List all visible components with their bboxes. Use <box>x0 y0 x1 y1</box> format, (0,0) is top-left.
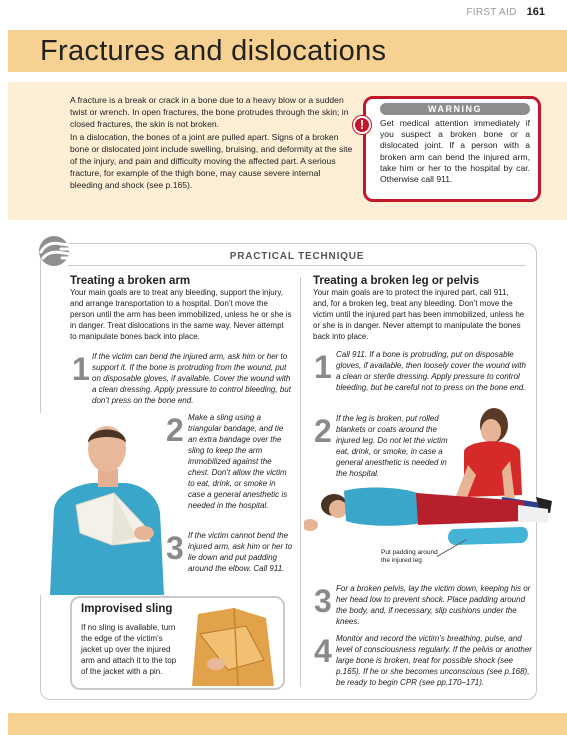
improvised-sling-box <box>70 596 285 690</box>
arm-step-3 <box>166 530 296 590</box>
broken-leg-heading: Treating a broken leg or pelvis <box>313 275 480 287</box>
improvised-sling-heading: Improvised sling <box>81 603 173 615</box>
arm-step-2 <box>166 412 296 530</box>
intro-band <box>8 82 567 220</box>
leg-step-4 <box>314 633 532 693</box>
warning-text: Get medical attention immediately if you suspect a broken bone or a dislocated joint. If a person with a broken arm can bend the injured arm, take him or her to the hospital by car. Otherwise call 911. <box>380 118 530 185</box>
step-text: If the victim cannot bend the injured arm, ask him or her to lie down and put padding around the elbow. Call 911. <box>188 531 293 573</box>
title-band <box>8 30 567 72</box>
intro-paragraph-1: A fracture is a break or crack in a bone due to a heavy blow or a sudden twist or wrench. In open fractures, the bone protrudes through the skin; in closed fractures, the skin is not broken. <box>70 95 349 130</box>
step-number: 4 <box>314 633 332 669</box>
step-number: 3 <box>314 583 332 619</box>
step-number: 1 <box>72 351 90 387</box>
section-label: FIRST AID <box>466 7 517 18</box>
step-number: 2 <box>166 412 184 448</box>
improvised-sling-text: If no sling is available, turn the edge of the victim’s jacket up over the injured arm and attach it to the top of the jacket with a pin. <box>81 623 177 676</box>
hands-icon <box>35 232 77 266</box>
jacket-sling-photo <box>188 604 278 686</box>
broken-arm-heading: Treating a broken arm <box>70 275 191 287</box>
broken-arm-intro: Your main goals are to treat any bleeding, support the injury, and arrange transportation to a hospital. Don’t move the person until the arm has been immobilized, unless he or she is in danger. Treat dislocations in the same way. Never attempt to manipulate bones back into place. <box>70 288 292 341</box>
page-number: 161 <box>526 6 545 18</box>
practical-technique-bar <box>58 246 536 266</box>
step-text: Monitor and record the victim’s breathing, pulse, and level of consciousness regularly. If the pelvis or another large bone is broken, treat for possible shock (see p.165). If he or she becomes unconscious (see p.168), be ready to begin CPR (see pp.170–171). <box>336 634 532 687</box>
intro-text <box>70 94 353 192</box>
exclamation-icon: ! <box>353 116 371 134</box>
column-divider <box>300 277 301 687</box>
page-title: Fractures and dislocations <box>40 35 387 67</box>
warning-box <box>363 96 541 202</box>
section-rule <box>68 265 526 266</box>
broken-leg-intro: Your main goals are to protect the injured part, call 911, and, for a broken leg, treat any bleeding. Don’t move the victim until the injured part has been immobilized, unless he or she is in danger. Never attempt to manipulate the bones back into place. <box>313 288 525 341</box>
step-number: 3 <box>166 530 184 566</box>
step-text: If the leg is broken, put rolled blankets or coats around the injured leg. Do not let the victim eat, drink, or smoke, in case a general anesthetic is needed in the hospital. <box>336 414 448 478</box>
footer-band <box>8 713 567 735</box>
leg-step-3 <box>314 583 532 631</box>
step-text: Make a sling using a triangular bandage, and tie an extra bandage over the sling to keep the arm immobilized against the chest. Don’t allow the victim to eat, drink, or smoke in case a general anesthetic is needed in the hospital. <box>188 413 288 510</box>
running-header <box>466 6 545 18</box>
step-text: Call 911. If a bone is protruding, put on disposable gloves, if available, then loosely cover the wound with a clean or sterile dressing. Apply pressure to control bleeding, but be careful not to press on the bone end. <box>336 350 526 392</box>
leg-photo-caption: Put padding around the injured leg <box>381 549 438 564</box>
step-text: For a broken pelvis, lay the victim down, keeping his or her head low to prevent shock. Place padding around the body, and, if necessary, slip cushions under the knees. <box>336 584 531 626</box>
warning-title: WARNING <box>380 103 530 115</box>
step-text: If the victim can bend the injured arm, ask him or her to support it. If the bone is protruding from the wound, put on disposable gloves, if available. Cover the wound with a clean dressing. Apply pressure to control bleeding, but don’t press on the bone end. <box>92 352 291 405</box>
arm-step-1 <box>72 351 292 411</box>
arm-sling-photo <box>40 413 170 595</box>
step-number: 2 <box>314 413 332 449</box>
leg-step-1 <box>314 349 532 409</box>
practical-technique-label: PRACTICAL TECHNIQUE <box>229 251 365 262</box>
step-number: 1 <box>314 349 332 385</box>
intro-paragraph-2: In a dislocation, the bones of a joint are pulled apart. Signs of a broken bone or dislocated joint include swelling, bruising, and deformity at the site of the injury, and pain and difficulty moving the affected part. A serious fracture, for example of the thigh bone, may cause severe internal bleeding and shock (see p.165). <box>70 131 353 191</box>
